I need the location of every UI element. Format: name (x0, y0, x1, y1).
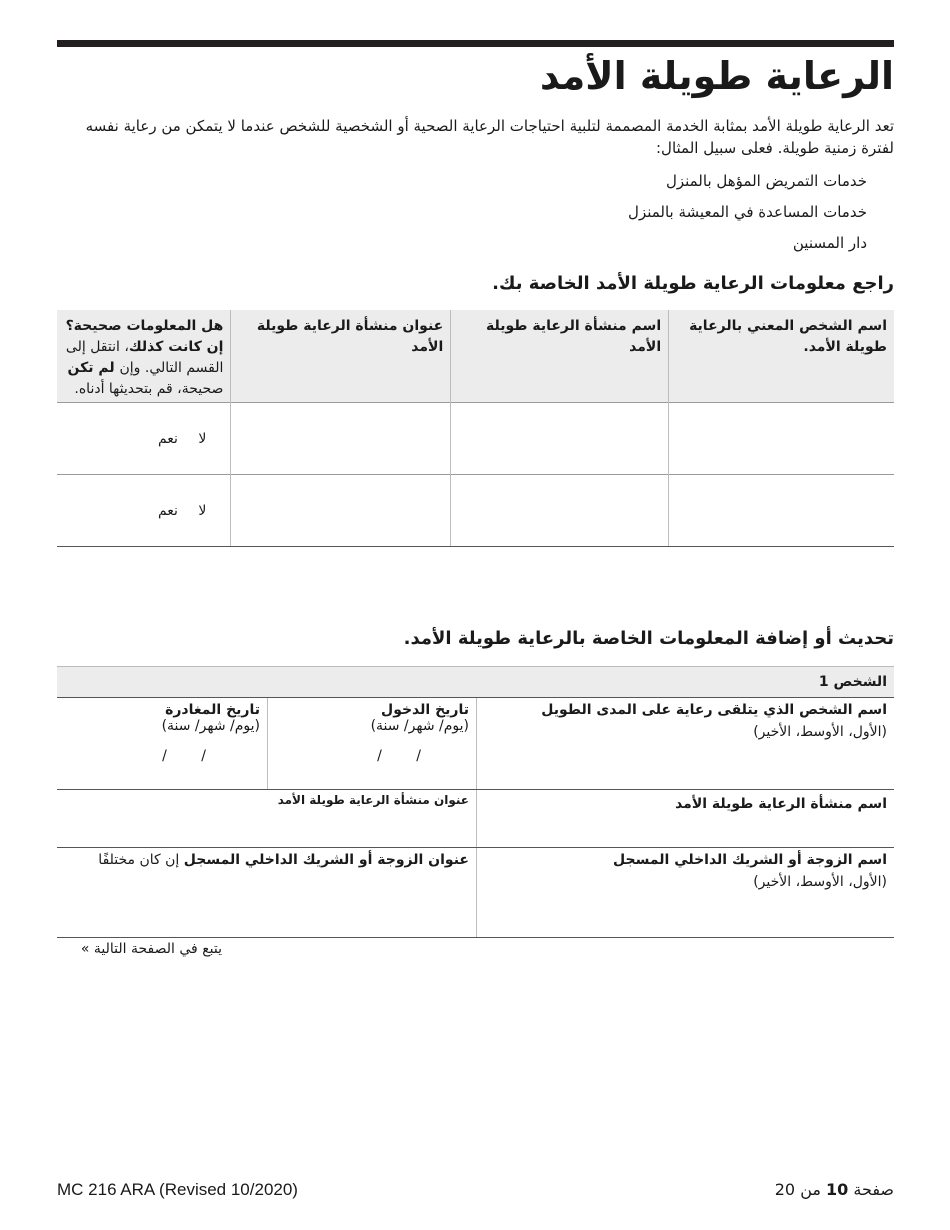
example-item: دار المسنين (792, 234, 867, 252)
no-option[interactable]: لا (198, 430, 207, 447)
facility-address-cell[interactable] (231, 403, 451, 475)
table-row (57, 475, 894, 547)
person-cell[interactable] (669, 403, 894, 475)
person-cell[interactable] (669, 475, 894, 547)
page-title: الرعاية طويلة الأمد (539, 54, 894, 98)
col-facility-name: اسم منشأة الرعاية طويلة الأمد (451, 310, 669, 403)
name-field[interactable]: اسم الشخص الذي يتلقى رعاية على المدى الطويل (الأول، الأوسط، الأخير) (476, 698, 894, 789)
person-section-label: الشخص 1 (57, 666, 894, 697)
page-number: صفحة 10 من 20 (774, 1180, 894, 1199)
facility-name-cell[interactable] (451, 475, 669, 547)
intro-text: تعد الرعاية طويلة الأمد بمثابة الخدمة المصممة لتلبية احتياجات الرعاية الصحية أو الشخصية للشخص عندما لا يتمكن من رعاية نفسه لفترة زمنية طويلة. فعلى سبيل المثال: (85, 117, 894, 157)
facility-name-field[interactable]: اسم منشأة الرعاية طويلة الأمد (476, 790, 894, 847)
yes-no-choice (57, 475, 231, 547)
form-id: MC 216 ARA (Revised 10/2020) (57, 1180, 298, 1199)
yes-no-choice (57, 403, 231, 475)
facility-name-cell[interactable] (451, 403, 669, 475)
example-item: خدمات المساعدة في المعيشة بالمنزل (628, 203, 867, 221)
date-slashes: / / (377, 748, 421, 764)
examples-list (628, 166, 867, 259)
no-option[interactable]: لا (198, 502, 207, 519)
col-correct: هل المعلومات صحيحة؟ إن كانت كذلك، انتقل إلى القسم التالي. وإن لم تكن صحيحة، قم بتحديثها أدناه. (57, 310, 231, 403)
update-form (57, 666, 894, 938)
col-person: اسم الشخص المعني بالرعاية طويلة الأمد. (669, 310, 894, 403)
col-facility-address: عنوان منشأة الرعاية طويلة الأمد (231, 310, 451, 403)
example-item: خدمات التمريض المؤهل بالمنزل (665, 172, 867, 190)
continue-note: يتبع في الصفحة التالية » (80, 941, 222, 957)
spouse-address-field[interactable]: عنوان الزوجة أو الشريك الداخلي المسجل إن كان مختلفًا (98, 852, 469, 868)
facility-address-cell[interactable] (231, 475, 451, 547)
date-slashes: / / (162, 748, 206, 764)
spouse-row (57, 847, 894, 938)
spouse-name-field[interactable]: اسم الزوجة أو الشريك الداخلي المسجل (الأول، الأوسط، الأخير) (476, 848, 894, 937)
review-heading: راجع معلومات الرعاية طويلة الأمد الخاصة بك. (492, 273, 894, 294)
facility-row (57, 789, 894, 847)
top-rule (57, 40, 894, 47)
name-dates-row (57, 697, 894, 789)
facility-address-field[interactable]: عنوان منشأة الرعاية طويلة الأمد (277, 793, 469, 807)
table-row (57, 403, 894, 475)
exit-date-field[interactable]: تاريخ المغادرة (يوم/ شهر/ سنة) / / (57, 698, 267, 789)
yes-option[interactable]: نعم (157, 430, 178, 447)
update-heading: تحديث أو إضافة المعلومات الخاصة بالرعاية طويلة الأمد. (403, 628, 894, 649)
table-header-row (57, 310, 894, 403)
review-table (57, 310, 894, 547)
yes-option[interactable]: نعم (157, 502, 178, 519)
entry-date-field[interactable]: تاريخ الدخول (يوم/ شهر/ سنة) / / (267, 698, 476, 789)
